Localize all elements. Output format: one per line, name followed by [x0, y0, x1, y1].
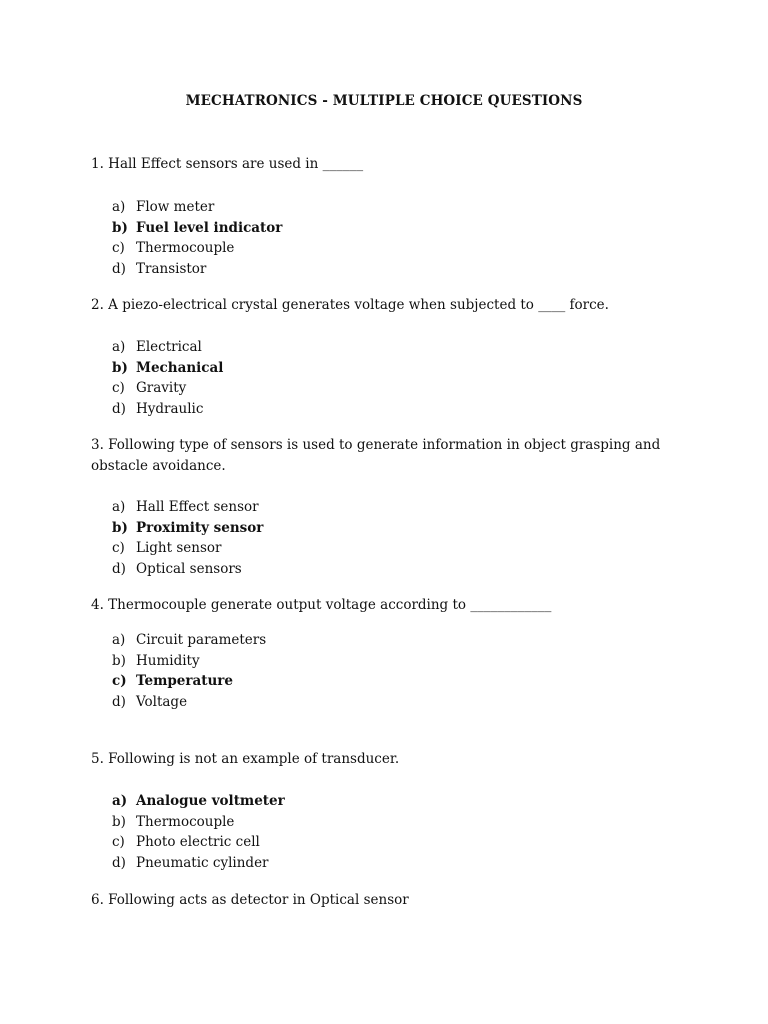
option-1a: [112, 197, 612, 218]
question-5-options: [112, 791, 612, 874]
option-4c-correct: [112, 671, 612, 692]
option-2c: [112, 378, 612, 399]
question-4: 4. Thermocouple generate output voltage according to ____________: [91, 597, 552, 613]
option-text: Photo electric cell: [136, 834, 260, 851]
option-text: Gravity: [136, 380, 187, 397]
option-text: Humidity: [136, 652, 200, 669]
question-5: 5. Following is not an example of transducer.: [91, 751, 400, 767]
option-text: Proximity sensor: [136, 519, 264, 536]
option-2b-correct: [112, 358, 612, 379]
option-text: Optical sensors: [136, 561, 242, 578]
option-letter: b): [112, 219, 128, 236]
option-5a-correct: [112, 791, 612, 812]
option-letter: c): [112, 380, 125, 397]
option-letter: b): [112, 652, 126, 669]
option-letter: d): [112, 561, 126, 578]
option-1c: [112, 238, 612, 259]
option-text: Hall Effect sensor: [136, 499, 259, 515]
option-5b: [112, 812, 612, 833]
option-5c: [112, 832, 612, 853]
question-1-options: [112, 197, 612, 280]
option-text: Flow meter: [136, 199, 215, 215]
option-2d: [112, 399, 612, 420]
option-text: Transistor: [136, 261, 207, 278]
option-text: Light sensor: [136, 540, 222, 557]
question-1: 1. Hall Effect sensors are used in ______: [91, 156, 364, 172]
option-text: Pneumatic cylinder: [136, 855, 269, 872]
option-letter: b): [112, 359, 128, 376]
option-4a: [112, 630, 612, 651]
option-letter: d): [112, 261, 126, 278]
option-3c: [112, 538, 612, 559]
option-letter: a): [112, 793, 128, 809]
option-letter: d): [112, 855, 126, 872]
option-text: Thermocouple: [136, 240, 235, 257]
option-letter: c): [112, 240, 125, 257]
option-letter: a): [112, 199, 126, 215]
option-letter: d): [112, 694, 126, 711]
option-letter: a): [112, 632, 126, 648]
option-text: Temperature: [136, 673, 234, 690]
option-text: Mechanical: [136, 359, 224, 376]
question-2: 2. A piezo-electrical crystal generates voltage when subjected to ____ force.: [91, 297, 609, 313]
option-text: Circuit parameters: [136, 632, 267, 648]
question-4-options: [112, 630, 612, 713]
option-letter: c): [112, 673, 127, 690]
option-letter: a): [112, 499, 126, 515]
option-letter: d): [112, 401, 126, 418]
option-4d: [112, 692, 612, 713]
option-letter: c): [112, 834, 125, 851]
question-6: 6. Following acts as detector in Optical sensor: [91, 892, 409, 908]
option-letter: a): [112, 339, 126, 355]
option-text: Hydraulic: [136, 401, 204, 418]
option-4b: [112, 651, 612, 672]
question-2-options: [112, 337, 612, 420]
option-text: Analogue voltmeter: [136, 793, 285, 809]
option-letter: b): [112, 813, 126, 830]
option-3b-correct: [112, 518, 612, 539]
option-text: Fuel level indicator: [136, 219, 283, 236]
question-3: 3. Following type of sensors is used to generate information in object grasping and obstacle avoidance.: [91, 437, 661, 474]
option-3d: [112, 559, 612, 580]
option-1b-correct: [112, 218, 612, 239]
document-title: MECHATRONICS - MULTIPLE CHOICE QUESTIONS: [185, 93, 583, 109]
option-text: Voltage: [136, 694, 188, 711]
option-5d: [112, 853, 612, 874]
option-letter: b): [112, 519, 128, 536]
option-text: Thermocouple: [136, 813, 235, 830]
option-letter: c): [112, 540, 125, 557]
option-text: Electrical: [136, 339, 202, 355]
option-2a: [112, 337, 612, 358]
option-3a: [112, 497, 612, 518]
question-3-options: [112, 497, 612, 580]
option-1d: [112, 259, 612, 280]
